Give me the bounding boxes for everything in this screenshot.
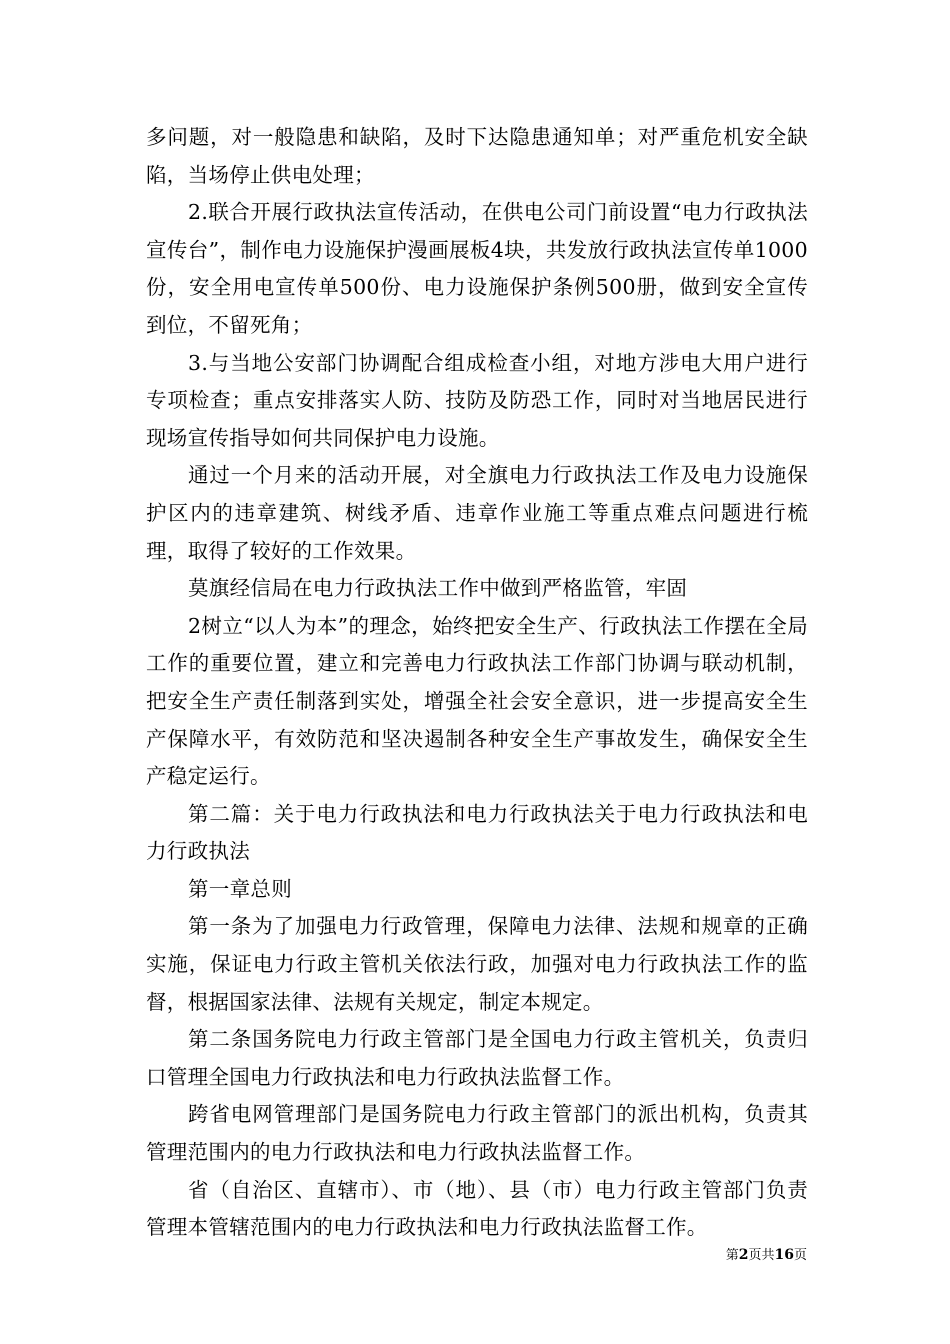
total-pages-number: 16 xyxy=(774,1247,794,1263)
paragraph: 跨省电网管理部门是国务院电力行政主管部门的派出机构，负责其管理范围内的电力行政执法和电力行政执法监督工作。 xyxy=(146,1102,808,1165)
paragraph: 3.与当地公安部门协调配合组成检查小组，对地方涉电大用户进行专项检查；重点安排落实人防、技防及防恐工作，同时对当地居民进行现场宣传指导如何共同保护电力设施。 xyxy=(146,350,808,450)
paragraph: 2树立“以人为本”的理念，始终把安全生产、行政执法工作摆在全局工作的重要位置，建立和完善电力行政执法工作部门协调与联动机制，把安全生产责任制落到实处，增强全社会安全意识，进一步提高安全生产保障水平，有效防范和坚决遏制各种安全生产事故发生，确保安全生产稳定运行。 xyxy=(146,613,808,789)
body-text xyxy=(146,119,808,1247)
footer-middle: 页共 xyxy=(748,1248,775,1263)
paragraph: 莫旗经信局在电力行政执法工作中做到严格监管，牢固 xyxy=(188,576,688,601)
chapter-heading: 第一章总则 xyxy=(188,876,292,901)
page-footer xyxy=(726,1247,807,1264)
footer-suffix: 页 xyxy=(793,1248,807,1263)
paragraph: 省（自治区、直辖市）、市（地）、县（市）电力行政主管部门负责管理本管辖范围内的电力行政执法和电力行政执法监督工作。 xyxy=(146,1177,808,1240)
paragraph: 2.联合开展行政执法宣传活动，在供电公司门前设置“电力行政执法宣传台”，制作电力设施保护漫画展板4块，共发放行政执法宣传单1000份，安全用电宣传单500份、电力设施保护条例500册，做到安全宣传到位，不留死角； xyxy=(146,200,808,337)
paragraph: 通过一个月来的活动开展，对全旗电力行政执法工作及电力设施保护区内的违章建筑、树线矛盾、违章作业施工等重点难点问题进行梳理，取得了较好的工作效果。 xyxy=(146,463,808,563)
paragraph: 多问题，对一般隐患和缺陷，及时下达隐患通知单；对严重危机安全缺陷，当场停止供电处理； xyxy=(146,125,808,187)
footer-prefix: 第 xyxy=(725,1248,739,1263)
article-paragraph: 第一条为了加强电力行政管理，保障电力法律、法规和规章的正确实施，保证电力行政主管机关依法行政，加强对电力行政执法工作的监督，根据国家法律、法规有关规定，制定本规定。 xyxy=(146,914,808,1014)
article-paragraph: 第二条国务院电力行政主管部门是全国电力行政主管机关，负责归口管理全国电力行政执法和电力行政执法监督工作。 xyxy=(146,1027,808,1089)
current-page-number: 2 xyxy=(738,1247,749,1263)
section-heading: 第二篇：关于电力行政执法和电力行政执法关于电力行政执法和电力行政执法 xyxy=(146,801,808,864)
